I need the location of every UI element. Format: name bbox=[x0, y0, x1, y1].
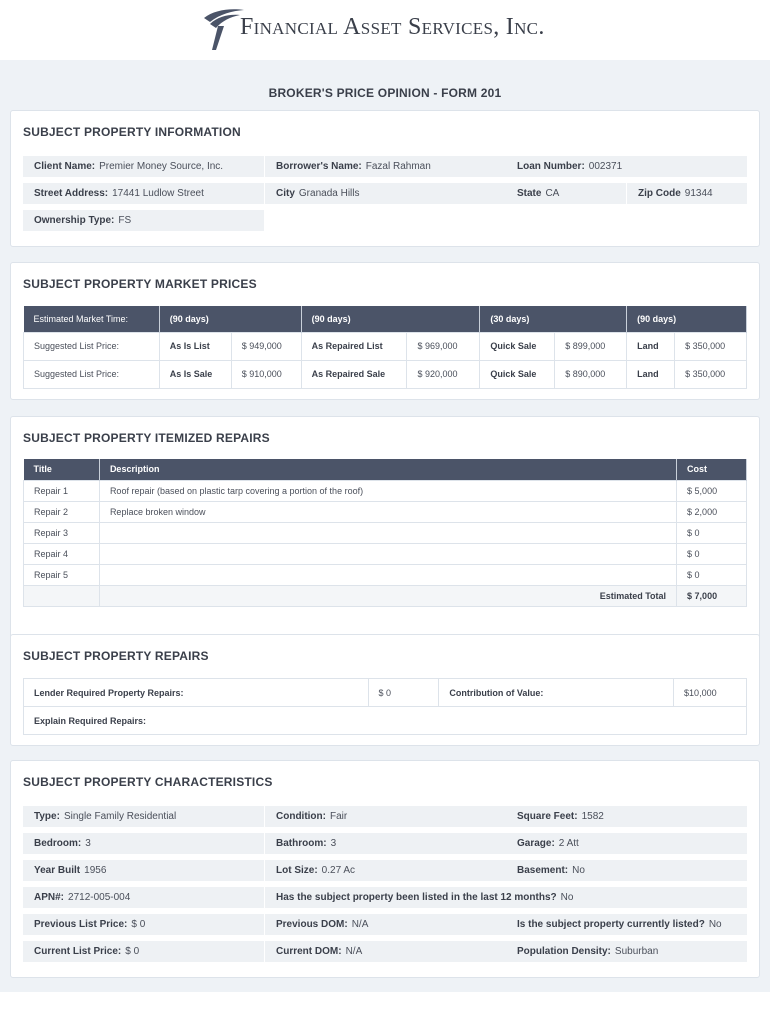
table-cell: Repair 3 bbox=[24, 522, 100, 543]
form-title: BROKER'S PRICE OPINION - FORM 201 bbox=[268, 86, 502, 100]
company-name: Financial Asset Services, Inc. bbox=[240, 14, 545, 40]
table-cell: As Repaired List bbox=[301, 332, 407, 360]
table-header: (30 days) bbox=[480, 306, 627, 332]
table-cell: $ 0 bbox=[677, 522, 747, 543]
current-list-price-field: Current List Price: $ 0 bbox=[23, 941, 264, 962]
borrower-name-field: Borrower's Name: Fazal Rahman bbox=[265, 156, 506, 177]
section-title: SUBJECT PROPERTY ITEMIZED REPAIRS bbox=[23, 431, 270, 445]
table-row bbox=[24, 543, 747, 564]
apn-field: APN#: 2712-005-004 bbox=[23, 887, 264, 908]
table-row bbox=[24, 679, 747, 707]
page-header bbox=[0, 0, 770, 60]
table-cell bbox=[99, 543, 676, 564]
table-cell bbox=[99, 522, 676, 543]
table-cell: As Repaired Sale bbox=[301, 360, 407, 388]
table-header-row bbox=[24, 306, 747, 332]
table-cell bbox=[99, 564, 676, 585]
loan-number-field: Loan Number: 002371 bbox=[506, 156, 747, 177]
section-title: SUBJECT PROPERTY MARKET PRICES bbox=[23, 277, 257, 291]
table-header: (90 days) bbox=[301, 306, 480, 332]
section-title: SUBJECT PROPERTY INFORMATION bbox=[23, 125, 241, 139]
table-cell: $ 0 bbox=[677, 543, 747, 564]
table-header: Description bbox=[99, 459, 676, 480]
section-title: SUBJECT PROPERTY CHARACTERISTICS bbox=[23, 775, 273, 789]
table-row bbox=[24, 332, 747, 360]
table-cell: Quick Sale bbox=[480, 332, 555, 360]
table-row bbox=[24, 564, 747, 585]
state-field: State CA bbox=[506, 183, 626, 204]
estimated-total-label: Estimated Total bbox=[99, 585, 676, 606]
property-characteristics-card bbox=[10, 760, 760, 978]
lender-required-repairs-label: Lender Required Property Repairs: bbox=[24, 679, 369, 707]
contribution-of-value-label: Contribution of Value: bbox=[439, 679, 674, 707]
table-cell: Suggested List Price: bbox=[24, 360, 160, 388]
bathroom-field: Bathroom: 3 bbox=[265, 833, 506, 854]
total-row bbox=[24, 585, 747, 606]
form-page bbox=[0, 60, 770, 992]
estimated-total-value: $ 7,000 bbox=[677, 585, 747, 606]
population-density-field: Population Density: Suburban bbox=[506, 941, 747, 962]
contribution-of-value-value: $10,000 bbox=[674, 679, 747, 707]
table-cell: $ 899,000 bbox=[555, 332, 627, 360]
street-address-field: Street Address: 17441 Ludlow Street bbox=[23, 183, 264, 204]
table-cell: $ 910,000 bbox=[231, 360, 301, 388]
bedroom-field: Bedroom: 3 bbox=[23, 833, 264, 854]
table-cell: $ 350,000 bbox=[675, 332, 747, 360]
table-cell: Repair 1 bbox=[24, 480, 100, 501]
current-dom-field: Current DOM: N/A bbox=[265, 941, 506, 962]
type-field: Type: Single Family Residential bbox=[23, 806, 264, 827]
table-cell: Roof repair (based on plastic tarp covering a portion of the roof) bbox=[99, 480, 676, 501]
table-header-row bbox=[24, 459, 747, 480]
page-footer bbox=[0, 992, 770, 1024]
table-cell: $ 0 bbox=[677, 564, 747, 585]
table-cell: $ 350,000 bbox=[675, 360, 747, 388]
table-cell: Repair 2 bbox=[24, 501, 100, 522]
table-cell: Land bbox=[627, 360, 675, 388]
city-field: City Granada Hills bbox=[265, 183, 506, 204]
table-header: (90 days) bbox=[159, 306, 301, 332]
table-cell: $ 920,000 bbox=[407, 360, 480, 388]
square-feet-field: Square Feet: 1582 bbox=[506, 806, 747, 827]
property-repairs-table bbox=[23, 678, 747, 735]
table-cell: As Is List bbox=[159, 332, 231, 360]
ownership-type-field: Ownership Type: FS bbox=[23, 210, 264, 231]
table-header: Estimated Market Time: bbox=[24, 306, 160, 332]
table-cell: Land bbox=[627, 332, 675, 360]
garage-field: Garage: 2 Att bbox=[506, 833, 747, 854]
itemized-repairs-table bbox=[23, 459, 747, 607]
basement-field: Basement: No bbox=[506, 860, 747, 881]
table-cell: $ 5,000 bbox=[677, 480, 747, 501]
zip-code-field: Zip Code 91344 bbox=[627, 183, 747, 204]
listed-last-12-months-field: Has the subject property been listed in the last 12 months? No bbox=[265, 887, 747, 908]
table-cell: $ 2,000 bbox=[677, 501, 747, 522]
table-cell bbox=[24, 585, 100, 606]
table-cell: As Is Sale bbox=[159, 360, 231, 388]
table-row bbox=[24, 522, 747, 543]
table-cell: Suggested List Price: bbox=[24, 332, 160, 360]
section-title: SUBJECT PROPERTY REPAIRS bbox=[23, 649, 209, 663]
market-prices-table bbox=[23, 306, 747, 389]
table-cell: Replace broken window bbox=[99, 501, 676, 522]
table-cell: $ 890,000 bbox=[555, 360, 627, 388]
property-information-card bbox=[10, 110, 760, 247]
table-header: Cost bbox=[677, 459, 747, 480]
table-header: (90 days) bbox=[627, 306, 747, 332]
lender-required-repairs-value: $ 0 bbox=[368, 679, 439, 707]
table-row bbox=[24, 707, 747, 735]
table-cell: Repair 4 bbox=[24, 543, 100, 564]
table-cell: Repair 5 bbox=[24, 564, 100, 585]
table-row bbox=[24, 501, 747, 522]
previous-dom-field: Previous DOM: N/A bbox=[265, 914, 506, 935]
previous-list-price-field: Previous List Price: $ 0 bbox=[23, 914, 264, 935]
table-row bbox=[24, 480, 747, 501]
market-prices-card bbox=[10, 262, 760, 400]
year-built-field: Year Built 1956 bbox=[23, 860, 264, 881]
table-row bbox=[24, 360, 747, 388]
table-cell: $ 969,000 bbox=[407, 332, 480, 360]
table-cell: $ 949,000 bbox=[231, 332, 301, 360]
currently-listed-field: Is the subject property currently listed? No bbox=[506, 914, 747, 935]
table-cell: Quick Sale bbox=[480, 360, 555, 388]
lot-size-field: Lot Size: 0.27 Ac bbox=[265, 860, 506, 881]
table-header: Title bbox=[24, 459, 100, 480]
condition-field: Condition: Fair bbox=[265, 806, 506, 827]
explain-required-repairs-label: Explain Required Repairs: bbox=[24, 707, 747, 735]
client-name-field: Client Name: Premier Money Source, Inc. bbox=[23, 156, 264, 177]
property-repairs-card bbox=[10, 634, 760, 746]
